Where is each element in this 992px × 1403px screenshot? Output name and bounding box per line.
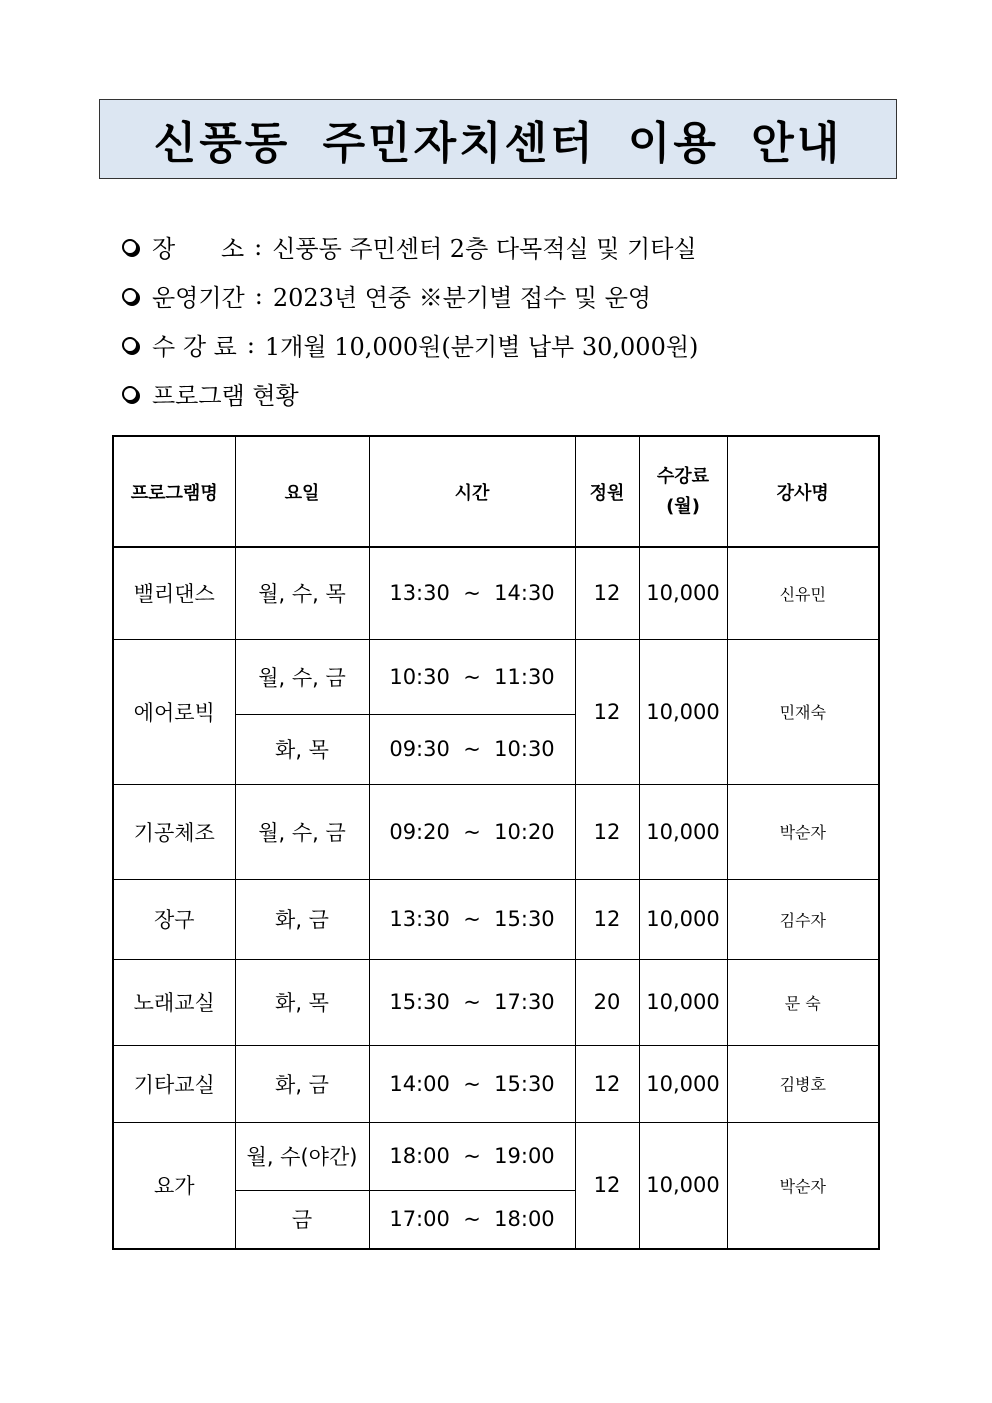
circle-bullet-icon bbox=[122, 337, 138, 353]
info-item-fee bbox=[122, 320, 882, 369]
cell-day: 금 bbox=[235, 1190, 369, 1249]
cell-teacher: 김병호 bbox=[727, 1045, 879, 1122]
table-row bbox=[113, 639, 879, 714]
cell-teacher: 박순자 bbox=[727, 784, 879, 879]
cell-day: 월, 수, 목 bbox=[235, 547, 369, 639]
table-row bbox=[113, 1045, 879, 1122]
info-separator: : bbox=[254, 281, 263, 310]
cell-fee: 10,000 bbox=[639, 1122, 727, 1249]
cell-fee: 10,000 bbox=[639, 784, 727, 879]
cell-time: 10:30 ~ 11:30 bbox=[369, 639, 575, 714]
cell-time: 14:00 ~ 15:30 bbox=[369, 1045, 575, 1122]
cell-day: 화, 금 bbox=[235, 1045, 369, 1122]
cell-capacity: 12 bbox=[575, 1045, 639, 1122]
cell-time: 09:20 ~ 10:20 bbox=[369, 784, 575, 879]
table-row bbox=[113, 879, 879, 959]
header-fee bbox=[639, 436, 727, 547]
cell-program: 밸리댄스 bbox=[113, 547, 235, 639]
cell-capacity: 20 bbox=[575, 959, 639, 1045]
cell-program: 노래교실 bbox=[113, 959, 235, 1045]
info-value: 2023년 연중 ※분기별 접수 및 운영 bbox=[272, 284, 652, 312]
info-list bbox=[122, 222, 882, 418]
cell-teacher: 문 숙 bbox=[727, 959, 879, 1045]
info-separator: : bbox=[254, 232, 263, 261]
cell-teacher: 김수자 bbox=[727, 879, 879, 959]
circle-bullet-icon bbox=[122, 239, 138, 255]
header-fee-line1: 수강료 bbox=[656, 465, 710, 487]
circle-bullet-icon bbox=[122, 288, 138, 304]
cell-day: 화, 목 bbox=[235, 714, 369, 784]
circle-bullet-icon bbox=[122, 386, 138, 402]
info-label: 프로그램 현황 bbox=[152, 382, 299, 410]
info-separator: : bbox=[246, 330, 255, 359]
cell-capacity: 12 bbox=[575, 1122, 639, 1249]
cell-capacity: 12 bbox=[575, 639, 639, 784]
table-row bbox=[113, 784, 879, 879]
cell-fee: 10,000 bbox=[639, 1045, 727, 1122]
header-capacity: 정원 bbox=[575, 436, 639, 547]
cell-teacher: 신유민 bbox=[727, 547, 879, 639]
cell-time: 15:30 ~ 17:30 bbox=[369, 959, 575, 1045]
cell-time: 13:30 ~ 15:30 bbox=[369, 879, 575, 959]
header-fee-line2: (월) bbox=[666, 495, 700, 517]
program-table bbox=[112, 435, 880, 1250]
cell-day: 화, 목 bbox=[235, 959, 369, 1045]
header-time: 시간 bbox=[369, 436, 575, 547]
cell-fee: 10,000 bbox=[639, 547, 727, 639]
cell-program: 장구 bbox=[113, 879, 235, 959]
cell-program: 에어로빅 bbox=[113, 639, 235, 784]
cell-program: 기공체조 bbox=[113, 784, 235, 879]
cell-day: 월, 수, 금 bbox=[235, 784, 369, 879]
cell-time: 09:30 ~ 10:30 bbox=[369, 714, 575, 784]
header-program: 프로그램명 bbox=[113, 436, 235, 547]
cell-teacher: 박순자 bbox=[727, 1122, 879, 1249]
cell-capacity: 12 bbox=[575, 784, 639, 879]
header-teacher: 강사명 bbox=[727, 436, 879, 547]
cell-fee: 10,000 bbox=[639, 879, 727, 959]
table-row bbox=[113, 959, 879, 1045]
cell-day: 월, 수, 금 bbox=[235, 639, 369, 714]
cell-day: 화, 금 bbox=[235, 879, 369, 959]
title-box bbox=[99, 99, 897, 179]
cell-capacity: 12 bbox=[575, 547, 639, 639]
info-value: 신풍동 주민센터 2층 다목적실 및 기타실 bbox=[272, 235, 697, 263]
cell-fee: 10,000 bbox=[639, 639, 727, 784]
table-header-row bbox=[113, 436, 879, 547]
cell-time: 13:30 ~ 14:30 bbox=[369, 547, 575, 639]
info-label: 수 강 료 bbox=[152, 333, 237, 361]
cell-fee: 10,000 bbox=[639, 959, 727, 1045]
cell-program: 기타교실 bbox=[113, 1045, 235, 1122]
table-row bbox=[113, 1122, 879, 1190]
cell-time: 17:00 ~ 18:00 bbox=[369, 1190, 575, 1249]
info-label: 장 소 bbox=[152, 235, 245, 263]
header-day: 요일 bbox=[235, 436, 369, 547]
cell-capacity: 12 bbox=[575, 879, 639, 959]
page-title: 신풍동 주민자치센터 이용 안내 bbox=[153, 118, 843, 169]
cell-day: 월, 수(야간) bbox=[235, 1122, 369, 1190]
table-row bbox=[113, 547, 879, 639]
info-item-programs bbox=[122, 369, 882, 418]
cell-time: 18:00 ~ 19:00 bbox=[369, 1122, 575, 1190]
cell-teacher: 민재숙 bbox=[727, 639, 879, 784]
info-label: 운영기간 bbox=[152, 284, 245, 312]
cell-program: 요가 bbox=[113, 1122, 235, 1249]
info-value: 1개월 10,000원(분기별 납부 30,000원) bbox=[264, 333, 699, 361]
info-item-location bbox=[122, 222, 882, 271]
info-item-period bbox=[122, 271, 882, 320]
